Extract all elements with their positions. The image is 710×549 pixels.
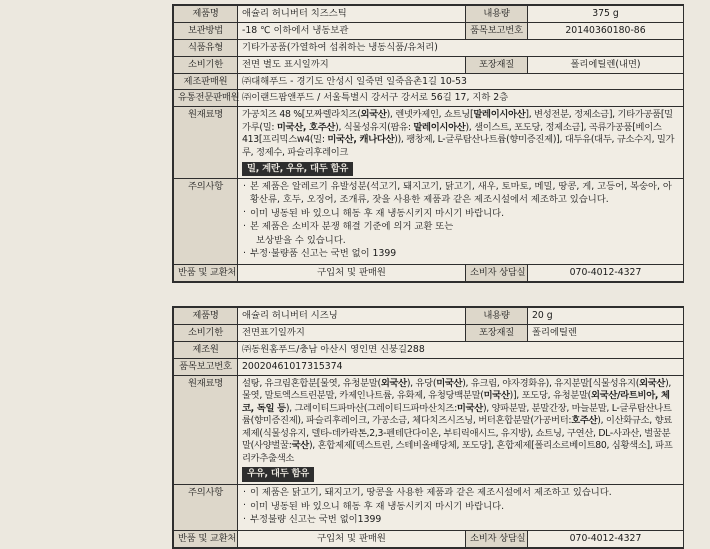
- table-row: [174, 264, 684, 281]
- return-value: 구입처 및 판매원: [238, 264, 466, 281]
- table-row: [174, 107, 684, 179]
- ingredients-value-2: 설탕, 유크림혼합분[물엿, 유청분말(외국산), 유당(미국산), 유크림, 야자경화유), 유지분말[식물성유지(외국산), 물엿, 말토엑스트린분말, 카제인나트륨, 유화제, 유청당백분말(미국산)], 포도당, 유청분말(외국산/라트비아, 체코, 독일 등), 그레이티드파마산(그레이티드파마산치즈:미국산), 양파분말, 분말간장, 마늘분말, L-글루탐산나트륨(향미증진제), 파슬리후레이크, 가공소금, 체다치즈시즈닝, 버터혼합분말(가공버터:호주산), 이산화규소, 향료제제(식물성유지, 델타-데카락톤,2,3-펜테단다이온, 부티릭애시드, 유지방), 쇼트닝, 구연산, DL-사과산, 벌꿀분말(사양벌꿀:국산), 혼합제제[덱스트린, 스테비올배당체, 포도당], 혼합제제[폴리소르베이트80, 심황색소], 파프리카추출색소: [242, 377, 673, 464]
- consumer-center-label-2: 소비자 상담실: [466, 530, 528, 547]
- package-material-value: 폴리에틸렌(내면): [528, 56, 684, 73]
- ingredients-label: 원재료명: [174, 107, 238, 179]
- amount-label: 내용량: [466, 6, 528, 23]
- table-row: [174, 530, 684, 547]
- return-value-2: 구입처 및 판매원: [238, 530, 466, 547]
- distributor-label: 유통전문판매원: [174, 90, 238, 107]
- report-number-value-2: 20020461017315374: [238, 358, 684, 375]
- manufacturer-label: 제조판매원: [174, 73, 238, 90]
- ingredients-label-2: 원재료명: [174, 375, 238, 485]
- report-number-label: 품목보고번호: [466, 22, 528, 39]
- table-row: [174, 39, 684, 56]
- allergy-badge-2: 우유, 대두 함유: [242, 467, 314, 482]
- caution-label: 주의사항: [174, 179, 238, 264]
- product-name-label-2: 제품명: [174, 308, 238, 325]
- package-material-value-2: 폴리에틸렌: [528, 324, 684, 341]
- table-row: [174, 73, 684, 90]
- product-name-value: 애슐리 허니버터 치즈스틱: [238, 6, 466, 23]
- product-name-label: 제품명: [174, 6, 238, 23]
- table-row: [174, 358, 684, 375]
- consumer-center-value-2: 070-4012-4327: [528, 530, 684, 547]
- caution-item: · 본 제품은 알레르기 유발성분(석고기, 돼지고기, 닭고기, 새우, 토마토, 메밀, 땅콩, 게, 고등어, 복숭아, 아황산류, 호두, 오징어, 조개류, 잣을 사용한 제품과 같은 제조시설에서 제조하고 있습니다.: [242, 181, 679, 206]
- amount-label-2: 내용량: [466, 308, 528, 325]
- package-material-label: 포장재질: [466, 56, 528, 73]
- caution-item: · 부정·불량품 신고는 국번 없이 1399: [242, 248, 679, 261]
- return-label-2: 반품 및 교환처: [174, 530, 238, 547]
- table-row: [174, 179, 684, 264]
- amount-value-2: [528, 308, 684, 325]
- return-label: 반품 및 교환처: [174, 264, 238, 281]
- table-row: [174, 375, 684, 485]
- table-row: [174, 22, 684, 39]
- ingredients-cell: [238, 107, 684, 179]
- expiry-value: 전면 별도 표시일까지: [238, 56, 466, 73]
- storage-value: -18 ℃ 이하에서 냉동보관: [238, 22, 466, 39]
- consumer-center-label: 소비자 상담실: [466, 264, 528, 281]
- food-type-label: 식품유형: [174, 39, 238, 56]
- caution-item: 보상받을 수 있습니다.: [256, 234, 346, 246]
- caution-label-2: 주의사항: [174, 485, 238, 531]
- caution-list-2: [242, 487, 679, 527]
- product-1-table: [173, 5, 684, 282]
- expiry-value-2: 전면표기일까지: [238, 324, 466, 341]
- report-number-value: 20140360180-86: [528, 22, 684, 39]
- distributor-value: ㈜이랜드팜앤푸드 / 서울특별시 강서구 강서로 56길 17, 지하 2층: [238, 90, 684, 107]
- manufacturer-value-2: ㈜동원홈푸드/충남 아산시 영인면 신붕길288: [238, 341, 684, 358]
- caution-item: · 이 제품은 닭고기, 돼지고기, 땅콩을 사용한 제품과 같은 제조시설에서 제조하고 있습니다.: [242, 487, 679, 500]
- allergy-badge: 밀, 계란, 우유, 대두 함유: [242, 162, 353, 177]
- caution-cell: [238, 179, 684, 264]
- food-type-value: 기타가공품(가열하여 섭취하는 냉동식품/유처리): [238, 39, 684, 56]
- consumer-center-value: 070-4012-4327: [528, 264, 684, 281]
- manufacturer-label-2: 제조원: [174, 341, 238, 358]
- table-row: [174, 6, 684, 23]
- manufacturer-value: ㈜대해푸드 - 경기도 안성시 일죽면 일죽읍촌1길 10-53: [238, 73, 684, 90]
- report-number-label-2: 품목보고번호: [174, 358, 238, 375]
- amount-value-2-text: 20 g: [532, 310, 553, 321]
- table-row: [174, 341, 684, 358]
- storage-label: 보관방법: [174, 22, 238, 39]
- ingredients-value: 가공치즈 48 %[모짜렐라치즈(외국산), 렌넷카제인, 쇼트닝[말레이시아산], 변성전분, 정제소금], 기타가공품[밀가루(밀: 미국산, 호주산), 식물성유지(팜유: 말레이시아산), 샐이스트, 포도당, 정제소금], 곡류가공품[베이스413[프리믹스w4(밀: 미국산, 캐나다산)), 팽창제, L-글루탐산나트륨(향미증진제)], 대두유(대두, 규소수지, 밀가루, 정제수, 파슬리후레이크: [242, 109, 675, 158]
- product-label-panel-2: [172, 306, 684, 549]
- expiry-label-2: 소비기한: [174, 324, 238, 341]
- caution-list: [242, 181, 679, 260]
- expiry-label: 소비기한: [174, 56, 238, 73]
- table-row: [174, 324, 684, 341]
- ingredients-cell-2: [238, 375, 684, 485]
- table-row: [174, 90, 684, 107]
- product-name-value-2: 애슐리 허니버터 시즈닝: [238, 308, 466, 325]
- table-row: [174, 308, 684, 325]
- caution-item: · 부정불량 신고는 국번 없이1399: [242, 514, 679, 527]
- package-material-label-2: 포장재질: [466, 324, 528, 341]
- caution-item: · 이미 냉동된 바 있으니 해동 후 재 냉동시키지 마시기 바랍니다.: [242, 208, 679, 221]
- caution-item: · 본 제품은 소비자 분쟁 해결 기준에 의거 교환 또는: [242, 221, 679, 234]
- amount-value: 375 g: [528, 6, 684, 23]
- product-2-table: [173, 307, 684, 548]
- caution-item: · 이미 냉동된 바 있으니 해동 후 재 냉동시키지 마시기 바랍니다.: [242, 501, 679, 514]
- product-label-panel-1: [172, 4, 684, 283]
- table-row: [174, 56, 684, 73]
